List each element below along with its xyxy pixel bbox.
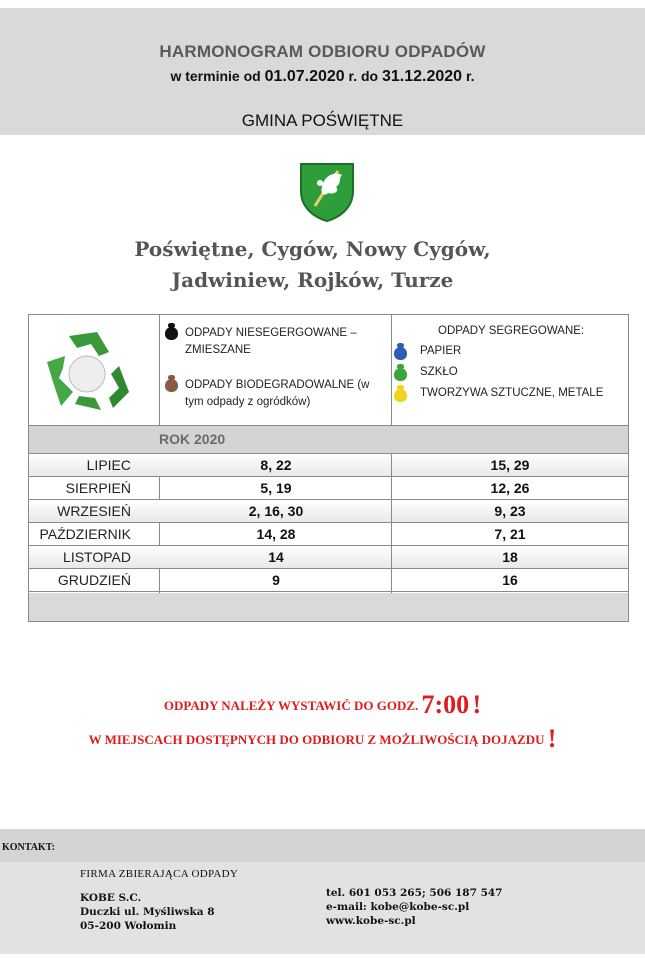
segregated-dates: 12, 26 (490, 480, 530, 496)
table-row (29, 500, 628, 523)
mixed-bio-dates: 5, 19 (260, 480, 292, 496)
mixed-bio-dates: 2, 16, 30 (248, 503, 304, 519)
firm-phone: tel. 601 053 265; 506 187 547 (326, 887, 503, 899)
localities (0, 234, 625, 296)
firm-contact (326, 886, 503, 928)
table-row (29, 523, 628, 546)
legend-segregated (394, 325, 624, 399)
segregated-dates: 9, 23 (494, 503, 526, 519)
firm-label: FIRMA ZBIERAJĄCA ODPADY (80, 868, 239, 880)
brown-bag-icon (165, 379, 178, 392)
segregated-dates: 7, 21 (494, 526, 526, 542)
year-row (29, 426, 628, 453)
table-row (29, 477, 628, 500)
firm-city: 05-200 Wołomin (80, 920, 177, 932)
mixed-bio-dates: 8, 22 (260, 457, 292, 473)
green-bag-icon (394, 368, 407, 381)
contact-header (0, 829, 645, 862)
segregated-dates: 18 (502, 549, 518, 565)
legend-paper: PAPIER (394, 345, 624, 357)
date-prefix: w terminie od (170, 68, 261, 84)
segregated-dates: 16 (502, 572, 518, 588)
year-label: ROK 2020 (159, 431, 226, 447)
date-mid: r. do (348, 68, 379, 84)
month-cell: LISTOPAD (63, 549, 131, 565)
table-row (29, 546, 628, 569)
legend-mixed: ODPADY NIESEGERGOWANE – ZMIESZANE (165, 325, 375, 359)
recycle-icon (39, 322, 135, 418)
blue-bag-icon (394, 347, 407, 360)
legend-glass: SZKŁO (394, 366, 624, 378)
localities-line-2: Jadwiniew, Rojków, Turze (171, 268, 454, 292)
legend-mixed-bio (165, 325, 375, 411)
date-suffix: r. (465, 68, 475, 84)
contact-label: KONTAKT: (2, 842, 55, 853)
coat-of-arms-icon (298, 161, 356, 223)
page-title: HARMONOGRAM ODBIORU ODPADÓW (159, 42, 486, 61)
date-from: 01.07.2020 (264, 68, 345, 85)
table-footer (29, 593, 628, 621)
firm-address (80, 891, 215, 933)
date-to: 31.12.2020 (382, 68, 463, 85)
mixed-bio-dates: 14 (268, 549, 284, 565)
schedule-table (28, 314, 629, 622)
yellow-bag-icon (394, 389, 407, 402)
date-range (0, 68, 645, 86)
month-cell: GRUDZIEŃ (57, 572, 131, 588)
month-cell: SIERPIEŃ (65, 480, 131, 496)
contact-section (0, 862, 645, 954)
gmina-name: GMINA POŚWIĘTNE (241, 111, 404, 130)
notice-access: W MIEJSCACH DOSTĘPNYCH DO ODBIORU Z MOŻLIWOŚCIĄ DOJAZDU ! (88, 724, 557, 753)
segregated-dates: 15, 29 (490, 457, 530, 473)
month-cell: LIPIEC (86, 457, 131, 473)
firm-email: e-mail: kobe@kobe-sc.pl (326, 901, 470, 913)
legend-segregated-title: ODPADY SEGREGOWANE: (438, 325, 585, 337)
legend-row (29, 315, 628, 425)
table-row (29, 569, 628, 592)
notice-time-value: 7:00 (421, 690, 470, 719)
legend-bio: ODPADY BIODEGRADOWALNE (w tym odpady z ogródków) (165, 377, 375, 411)
mixed-bio-dates: 14, 28 (256, 526, 296, 542)
notice-time: ODPADY NALEŻY WYSTAWIĆ DO GODZ. 7:00 ! (163, 690, 482, 719)
black-bag-icon (165, 327, 178, 340)
firm-street: Duczki ul. Myśliwska 8 (80, 906, 215, 918)
legend-plastic: TWORZYWA SZTUCZNE, METALE (394, 387, 624, 399)
table-row (29, 454, 628, 477)
localities-line-1: Poświętne, Cygów, Nowy Cygów, (134, 237, 491, 261)
month-cell: PAŹDZIERNIK (39, 526, 131, 542)
month-cell: WRZESIEŃ (57, 503, 131, 519)
mixed-bio-dates: 9 (272, 572, 280, 588)
firm-name: KOBE S.C. (80, 892, 142, 904)
firm-website: www.kobe-sc.pl (326, 915, 416, 927)
